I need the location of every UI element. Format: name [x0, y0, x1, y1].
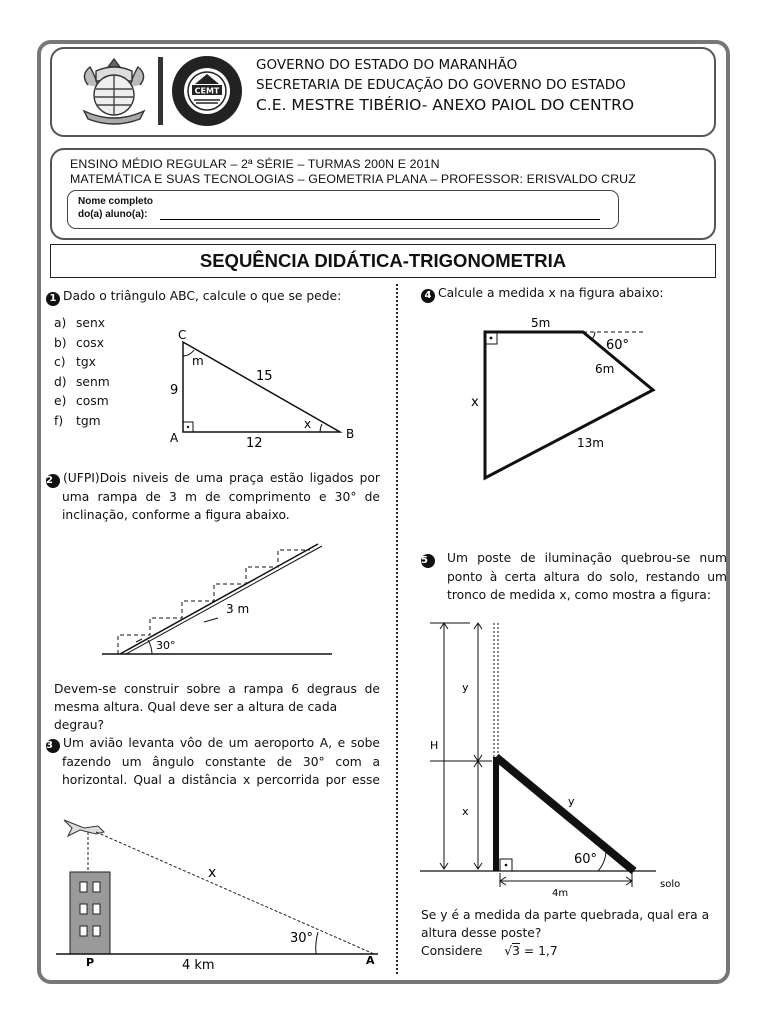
triangle-abc-figure	[160, 326, 370, 452]
svg-text:60°: 60°	[574, 852, 598, 867]
svg-text:9: 9	[170, 383, 179, 398]
svg-text:30°: 30°	[156, 639, 176, 652]
svg-text:m: m	[192, 354, 204, 368]
name-label-2: do(a) aluno(a):	[78, 209, 148, 220]
question-4: 4 Calcule a medida x na figura abaixo:	[421, 284, 664, 303]
sqrt-value: = 1,7	[523, 944, 558, 958]
question-2-continuation: Devem-se construir sobre a rampa 6 degraus de mesma altura. Qual deve ser a altura de cada degrau?	[54, 682, 380, 732]
school-seal-icon	[170, 54, 244, 128]
gov-line-1: GOVERNO DO ESTADO DO MARANHÃO	[256, 57, 518, 73]
option-e: e) cosm	[54, 394, 109, 408]
state-coat-of-arms-icon	[74, 55, 154, 127]
svg-text:x: x	[304, 417, 312, 431]
consider-label: Considere	[421, 944, 483, 958]
question-1	[46, 287, 341, 306]
school-name: C.E. MESTRE TIBÉRIO- ANEXO PAIOL DO CENTRO	[256, 96, 635, 114]
svg-text:6m: 6m	[595, 362, 615, 376]
svg-text:H: H	[430, 739, 439, 752]
name-input-line[interactable]	[160, 219, 600, 220]
option-c: c) tgx	[54, 355, 96, 369]
svg-text:12: 12	[246, 436, 263, 451]
trapezoid-figure	[465, 312, 665, 488]
name-label-1: Nome completo	[78, 196, 154, 207]
svg-text:4 km: 4 km	[182, 958, 215, 973]
header-separator	[158, 57, 163, 125]
broken-pole-figure	[420, 615, 720, 905]
page-title: SEQUÊNCIA DIDÁTICA-TRIGONOMETRIA	[199, 250, 567, 271]
q1-options	[54, 314, 110, 431]
question-2: 2 (UFPI)Dois niveis de uma praça estão ligados por uma rampa de 3 m de comprimento e 30° de inclinação, conforme a figura abaixo.	[46, 471, 380, 522]
option-b: b) cosx	[54, 335, 104, 350]
svg-text:5m: 5m	[531, 316, 551, 330]
question-5-continuation: Se y é a medida da parte quebrada, qual era a altura desse poste? Considere √3 = 1,7	[421, 908, 710, 958]
svg-text:60°: 60°	[606, 338, 630, 353]
option-d: d) senm	[54, 374, 110, 389]
svg-text:30°: 30°	[290, 931, 314, 946]
question-5: 5 Um poste de iluminação quebrou-se num ponto à certa altura do solo, restando um tronco de medida x, como mostra a figura:	[421, 551, 727, 602]
svg-text:3 m: 3 m	[226, 602, 250, 616]
ramp-stairs-figure	[100, 538, 340, 660]
svg-text:15: 15	[256, 369, 273, 384]
question-3: 3 Um avião levanta vôo de um aeroporto A, e sobe fazendo um ângulo constante de 30° com a horizontal. Qual a distância x percorrida por esse	[46, 736, 380, 787]
svg-text:solo: solo	[660, 879, 681, 890]
svg-text:B: B	[346, 427, 355, 441]
question-text: Dado o triângulo ABC, calcule o que se pede:	[63, 289, 342, 303]
svg-text:P: P	[86, 956, 95, 969]
subject-line: MATEMÁTICA E SUAS TECNOLOGIAS – GEOMETRIA PLANA – PROFESSOR: ERISVALDO CRUZ	[70, 172, 636, 186]
svg-text:x: x	[208, 865, 217, 881]
question-number: 1	[46, 292, 60, 306]
svg-text:y: y	[568, 795, 575, 808]
svg-text:C: C	[178, 328, 187, 342]
svg-text:13m: 13m	[577, 436, 604, 450]
svg-text:4m: 4m	[552, 888, 569, 899]
sqrt-expression: √3	[504, 944, 520, 958]
airplane-figure	[52, 808, 392, 974]
option-f: f) tgm	[54, 413, 101, 428]
svg-text:CEMT: CEMT	[194, 86, 220, 96]
column-divider	[396, 284, 398, 974]
option-a: a) senx	[54, 316, 106, 330]
svg-text:y: y	[462, 681, 469, 694]
svg-text:x: x	[471, 395, 479, 410]
svg-text:x: x	[462, 805, 469, 818]
svg-text:A: A	[170, 431, 179, 445]
airplane-icon	[64, 820, 104, 836]
gov-line-2: SECRETARIA DE EDUCAÇÃO DO GOVERNO DO ESTADO	[256, 77, 626, 93]
svg-text:A: A	[366, 954, 375, 967]
course-line: ENSINO MÉDIO REGULAR – 2ª SÉRIE – TURMAS 200N E 201N	[70, 157, 440, 171]
